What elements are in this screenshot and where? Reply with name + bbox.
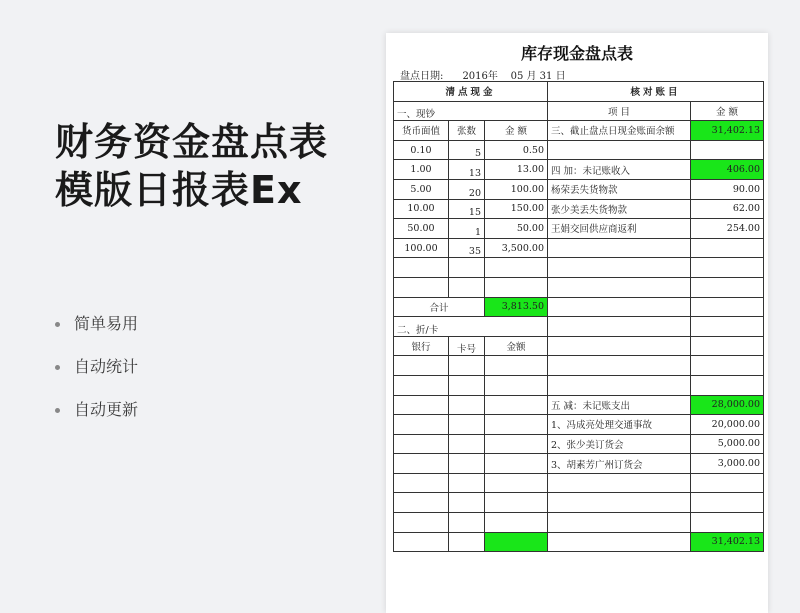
subtotal-label: 合计 [394, 297, 485, 317]
ledger-item: 五 减：未记账支出 [548, 395, 691, 415]
table-row [394, 179, 764, 199]
bullet-icon [55, 322, 60, 327]
ledger-item [548, 297, 691, 317]
count-cell: 1 [449, 219, 485, 239]
table-row [394, 336, 764, 356]
count-header: 张数 [449, 121, 485, 141]
feature-item: 简单易用 [55, 312, 138, 355]
card-section-label: 二、折/卡 [394, 317, 548, 337]
amount-cell: 13.00 [485, 160, 548, 180]
ledger-item [548, 238, 691, 258]
empty-cell [485, 415, 548, 435]
empty-cell [394, 415, 449, 435]
ledger-amount [691, 356, 764, 376]
denomination-cell: 50.00 [394, 219, 449, 239]
ledger-item: 四 加：未记账收入 [548, 160, 691, 180]
card-number-header: 卡号 [449, 336, 485, 356]
empty-cell [485, 513, 548, 533]
ledger-amount [691, 473, 764, 493]
inventory-date: 盘点日期: 2016年 05 月 31 日 [400, 71, 566, 82]
empty-cell [394, 493, 449, 513]
cash-count-table [393, 81, 764, 552]
empty-cell [485, 434, 548, 454]
feature-list [55, 312, 138, 441]
table-row [394, 101, 764, 121]
denomination-header: 货币面值 [394, 121, 449, 141]
count-cell: 20 [449, 179, 485, 199]
amount-cell: 3,500.00 [485, 238, 548, 258]
ledger-amount [691, 317, 764, 337]
table-row [394, 395, 764, 415]
count-cell: 13 [449, 160, 485, 180]
table-row [394, 493, 764, 513]
cash-section-label: 一、现钞 [394, 101, 548, 121]
empty-cell [449, 493, 485, 513]
empty-cell [449, 375, 485, 395]
count-cell: 35 [449, 238, 485, 258]
table-row [394, 356, 764, 376]
amount-cell: 100.00 [485, 179, 548, 199]
empty-cell [449, 395, 485, 415]
ledger-item [548, 356, 691, 376]
empty-cell [449, 277, 485, 297]
ledger-item: 2、张少美订货会 [548, 434, 691, 454]
ledger-item: 王娟交回供应商返利 [548, 219, 691, 239]
table-row [394, 473, 764, 493]
ledger-amount: 62.00 [691, 199, 764, 219]
sheet-title: 库存现金盘点表 [520, 44, 633, 63]
feature-item: 自动统计 [55, 355, 138, 398]
table-row [394, 160, 764, 180]
feature-item: 自动更新 [55, 398, 138, 441]
denomination-cell: 1.00 [394, 160, 449, 180]
denomination-cell: 10.00 [394, 199, 449, 219]
table-row [394, 317, 764, 337]
empty-cell [485, 375, 548, 395]
empty-cell [485, 258, 548, 278]
ledger-amount [691, 297, 764, 317]
empty-cell [485, 493, 548, 513]
ledger-amount [691, 140, 764, 160]
empty-cell [394, 395, 449, 415]
left-section-header: 清点现金 [394, 82, 548, 102]
ledger-item: 1、冯成亮处理交通事故 [548, 415, 691, 435]
ledger-item [548, 375, 691, 395]
subtotal-value: 3,813.50 [485, 297, 548, 317]
amount-cell: 0.50 [485, 140, 548, 160]
empty-cell [394, 513, 449, 533]
ledger-amount: 406.00 [691, 160, 764, 180]
empty-cell [394, 258, 449, 278]
empty-cell [394, 375, 449, 395]
empty-cell [485, 395, 548, 415]
table-row [394, 277, 764, 297]
empty-cell [449, 434, 485, 454]
ledger-item: 张少美丢失货物款 [548, 199, 691, 219]
ledger-item [548, 336, 691, 356]
headline-line-2: 模版日报表Ex [55, 168, 303, 212]
spreadsheet-preview [386, 33, 768, 613]
ledger-item [548, 277, 691, 297]
table-row [394, 121, 764, 141]
ledger-amount [691, 493, 764, 513]
table-row [394, 219, 764, 239]
ledger-item [548, 258, 691, 278]
headline [55, 118, 328, 214]
table-row [394, 140, 764, 160]
ledger-item [548, 140, 691, 160]
table-row [394, 297, 764, 317]
headline-line-1: 财务资金盘点表 [55, 120, 329, 164]
table-row [394, 199, 764, 219]
ledger-amount: 31,402.13 [691, 121, 764, 141]
empty-cell [449, 454, 485, 474]
ledger-amount: 20,000.00 [691, 415, 764, 435]
table-row [394, 238, 764, 258]
count-cell: 5 [449, 140, 485, 160]
card-amount-header: 金额 [485, 336, 548, 356]
denomination-cell: 0.10 [394, 140, 449, 160]
ledger-item: 杨荣丢失货物款 [548, 179, 691, 199]
empty-cell [394, 434, 449, 454]
empty-cell [449, 356, 485, 376]
amount-header: 金 额 [691, 101, 764, 121]
ledger-amount [691, 258, 764, 278]
ledger-amount [691, 375, 764, 395]
empty-cell [485, 356, 548, 376]
ledger-item [548, 317, 691, 337]
bullet-icon [55, 365, 60, 370]
table-row [394, 532, 764, 552]
empty-cell [394, 356, 449, 376]
table-row [394, 434, 764, 454]
empty-cell [485, 532, 548, 552]
empty-cell [394, 532, 449, 552]
ledger-amount [691, 277, 764, 297]
table-row [394, 258, 764, 278]
empty-cell [485, 454, 548, 474]
ledger-amount: 31,402.13 [691, 532, 764, 552]
empty-cell [485, 277, 548, 297]
count-cell: 15 [449, 199, 485, 219]
table-row [394, 513, 764, 533]
ledger-item: 三、截止盘点日现金账面余额 [548, 121, 691, 141]
table-row [394, 82, 764, 102]
empty-cell [485, 473, 548, 493]
empty-cell [449, 258, 485, 278]
ledger-amount: 90.00 [691, 179, 764, 199]
ledger-amount: 254.00 [691, 219, 764, 239]
amount-cell: 50.00 [485, 219, 548, 239]
bullet-icon [55, 408, 60, 413]
ledger-amount [691, 238, 764, 258]
ledger-item [548, 493, 691, 513]
denomination-cell: 100.00 [394, 238, 449, 258]
empty-cell [449, 473, 485, 493]
ledger-amount [691, 336, 764, 356]
empty-cell [449, 532, 485, 552]
ledger-amount: 28,000.00 [691, 395, 764, 415]
ledger-item [548, 513, 691, 533]
ledger-amount [691, 513, 764, 533]
ledger-amount: 5,000.00 [691, 434, 764, 454]
empty-cell [394, 277, 449, 297]
bank-header: 银行 [394, 336, 449, 356]
ledger-amount: 3,000.00 [691, 454, 764, 474]
empty-cell [449, 513, 485, 533]
table-row [394, 375, 764, 395]
right-section-header: 核对账目 [548, 82, 764, 102]
amount-cell: 150.00 [485, 199, 548, 219]
ledger-item: 3、胡素芳广州订货会 [548, 454, 691, 474]
item-header: 项 目 [548, 101, 691, 121]
empty-cell [394, 473, 449, 493]
empty-cell [394, 454, 449, 474]
ledger-item [548, 473, 691, 493]
table-row [394, 454, 764, 474]
table-row [394, 415, 764, 435]
denomination-cell: 5.00 [394, 179, 449, 199]
ledger-item [548, 532, 691, 552]
empty-cell [449, 415, 485, 435]
amount-header: 金 额 [485, 121, 548, 141]
